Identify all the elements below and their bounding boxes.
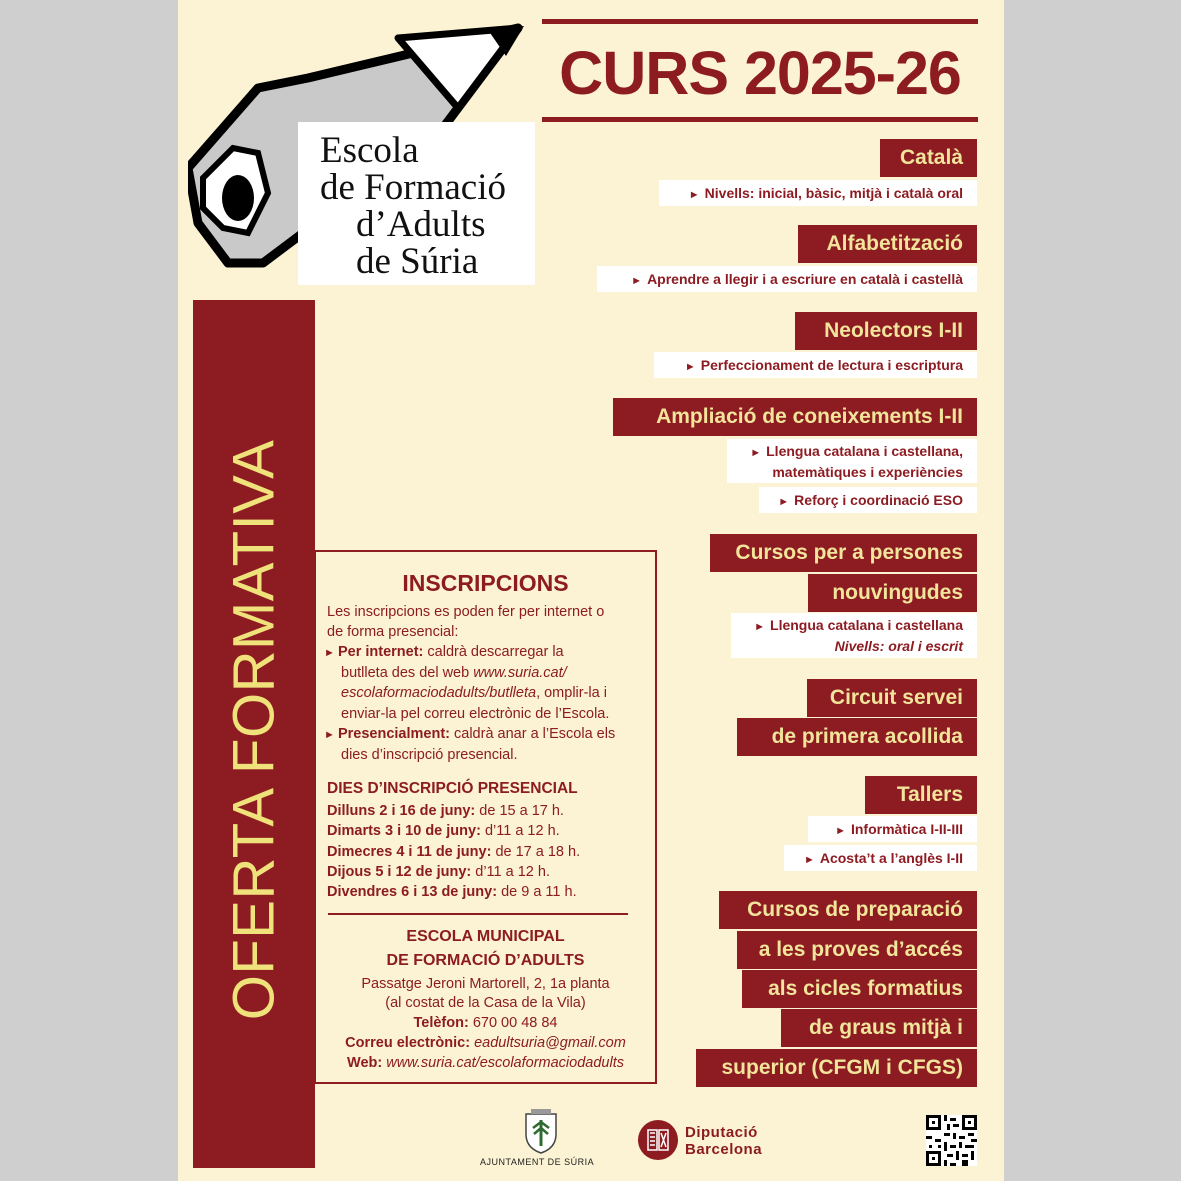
inscripcions-intro-1: Les inscripcions es poden fer per internet o <box>327 604 605 620</box>
inscripcions-box <box>314 550 657 1084</box>
course-ampliacio-title: Ampliació de coneixements I-II <box>613 398 977 436</box>
course-nouvingudes-title-1: Cursos per a persones <box>710 534 977 572</box>
course-catala-sub: ► Nivells: inicial, bàsic, mitjà i català oral <box>659 180 977 206</box>
course-preparacio-line-1: Cursos de preparació <box>719 891 977 929</box>
course-nouvingudes-title-2: nouvingudes <box>808 574 977 612</box>
course-preparacio-line-5: superior (CFGM i CFGS) <box>696 1049 977 1087</box>
course-circuit-title-2: de primera acollida <box>737 718 977 756</box>
course-neolectors-title: Neolectors I-II <box>795 312 977 350</box>
dies-row: Dimarts 3 i 10 de juny: d’11 a 12 h. <box>327 823 560 839</box>
course-preparacio-line-2: a les proves d’accés <box>737 931 977 969</box>
curs-title: CURS 2025-26 <box>559 39 961 107</box>
course-circuit-title-1: Circuit servei <box>807 679 977 717</box>
inscripcions-divider <box>328 913 628 915</box>
inscripcions-intro-2: de forma presencial: <box>327 624 459 640</box>
title-rule-top <box>542 19 978 24</box>
escola-address-2: (al costat de la Casa de la Vila) <box>385 995 586 1011</box>
inscripcions-presencial-line-2: dies d’inscripció presencial. <box>341 747 518 763</box>
diputacio-label-2: Barcelona <box>685 1141 763 1158</box>
school-logo <box>298 122 535 285</box>
course-nouvingudes-sub: ► Llengua catalana i castellana Nivells: oral i escrit <box>731 613 977 658</box>
course-alfabetitzacio-sub: ► Aprendre a llegir i a escriure en català i castellà <box>597 266 977 292</box>
side-band-text: OFERTA FORMATIVA <box>221 439 287 1021</box>
inscripcions-internet-line-4: enviar-la pel correu electrònic de l’Escola. <box>341 706 610 722</box>
inscripcions-title: INSCRIPCIONS <box>402 570 569 596</box>
course-tallers-sub1: ► Informàtica I-II-III <box>808 816 977 842</box>
course-neolectors-sub: ► Perfeccionament de lectura i escriptura <box>654 352 977 378</box>
escola-web: Web: www.suria.cat/escolaformaciodadults <box>347 1055 624 1071</box>
diputacio-label-1: Diputació <box>685 1124 758 1141</box>
course-catala-title: Català <box>880 139 977 177</box>
escola-title-2: DE FORMACIÓ D’ADULTS <box>386 952 585 969</box>
inscripcions-presencial-line-1: ► Presencialment: caldrà anar a l’Escola els <box>324 726 616 742</box>
course-preparacio-line-3: als cicles formatius <box>742 970 977 1008</box>
qr-code-icon <box>926 1115 977 1166</box>
course-preparacio-line-4: de graus mitjà i <box>781 1009 977 1047</box>
dies-row: Divendres 6 i 13 de juny: de 9 a 11 h. <box>327 884 577 900</box>
title-rule-bottom <box>542 117 978 122</box>
dies-row: Dijous 5 i 12 de juny: d’11 a 12 h. <box>327 864 550 880</box>
escola-title-1: ESCOLA MUNICIPAL <box>406 928 565 945</box>
dies-row: Dilluns 2 i 16 de juny: de 15 a 17 h. <box>327 803 564 819</box>
course-ampliacio-sub1: ► Llengua catalana i castellana, matemàtiques i experiències <box>727 439 977 483</box>
escola-address-1: Passatge Jeroni Martorell, 2, 1a planta <box>361 976 610 992</box>
inscripcions-internet-line-1: ► Per internet: caldrà descarregar la <box>324 644 564 660</box>
dies-row: Dimecres 4 i 11 de juny: de 17 a 18 h. <box>327 844 581 860</box>
diputacio-logo-icon <box>637 1119 679 1161</box>
ajuntament-label: AJUNTAMENT DE SÚRIA <box>480 1157 595 1167</box>
logo-line-4: de Súria <box>356 241 479 282</box>
ajuntament-shield-icon <box>522 1108 560 1154</box>
course-tallers-title: Tallers <box>865 776 977 814</box>
logo-line-1: Escola <box>320 130 419 171</box>
inscripcions-internet-line-2: butlleta des del web www.suria.cat/ <box>341 665 567 681</box>
escola-phone: Telèfon: 670 00 48 84 <box>413 1015 558 1031</box>
course-tallers-sub2: ► Acosta’t a l’anglès I-II <box>784 845 977 871</box>
logo-line-3: d’Adults <box>356 204 486 245</box>
logo-line-2: de Formació <box>320 167 506 208</box>
course-ampliacio-sub2: ► Reforç i coordinació ESO <box>759 487 977 513</box>
escola-email: Correu electrònic: eadultsuria@gmail.com <box>345 1035 626 1051</box>
course-alfabetitzacio-title: Alfabetització <box>798 225 977 263</box>
inscripcions-internet-line-3: escolaformaciodadults/butlleta, omplir-la i <box>341 685 607 701</box>
dies-title: DIES D’INSCRIPCIÓ PRESENCIAL <box>327 780 578 797</box>
